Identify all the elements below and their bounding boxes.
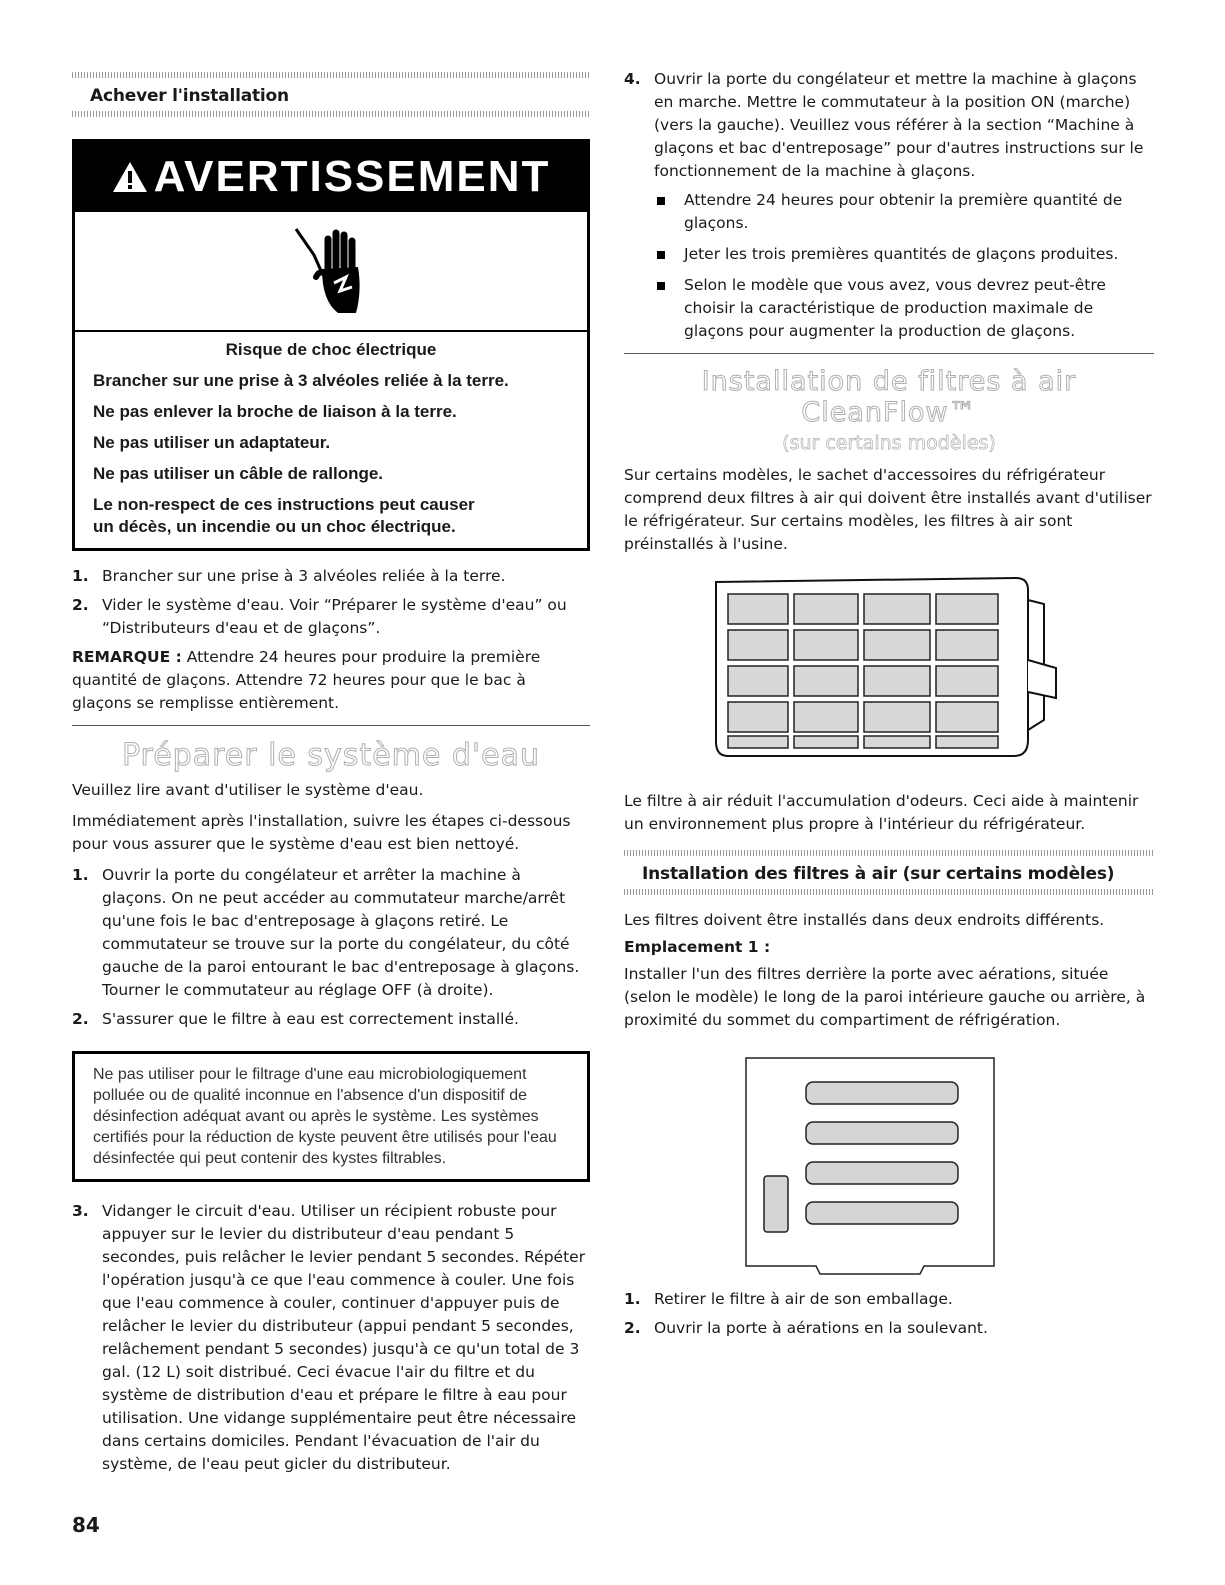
warning-title: AVERTISSEMENT xyxy=(153,152,551,201)
vent-door-illustration xyxy=(624,1046,1154,1276)
steps-b xyxy=(72,864,590,1031)
warning-icon-area xyxy=(75,212,587,332)
right-column xyxy=(624,0,1154,1346)
warning-line: Brancher sur une prise à 3 alvéoles reliée à la terre. xyxy=(93,371,509,390)
remarque xyxy=(72,646,590,715)
warning-line: Ne pas enlever la broche de liaison à la terre. xyxy=(93,402,457,421)
warning-hazard: Risque de choc électrique xyxy=(225,340,437,359)
warning-triangle-icon xyxy=(112,154,148,204)
section-rule-bottom xyxy=(624,889,1154,895)
note-box: Ne pas utiliser pour le filtrage d'une eau microbiologiquement polluée ou de qualité inconnue en l'absence d'un dispositif de désinfection adéquat avant ou après le système. Les systèmes certifiés pour la réduction de kyste peuvent être utilisés pour l'eau désinfectée qui peut contenir des kystes filtrables. xyxy=(72,1051,590,1182)
step-4 xyxy=(624,68,1154,343)
warning-line: Ne pas utiliser un adaptateur. xyxy=(93,433,331,452)
bullet-list xyxy=(654,189,1154,343)
warning-line: Ne pas utiliser un câble de rallonge. xyxy=(93,464,384,483)
water-intro: Veuillez lire avant d'utiliser le système d'eau. Immédiatement après l'installation, suivre les étapes ci-dessous pour vous assurer que le système d'eau est bien nettoyé. xyxy=(72,781,571,853)
cleanflow-subheading: (sur certains modèles) xyxy=(782,432,996,454)
warning-consequence-2: un décès, un incendie ou un choc électrique. xyxy=(93,517,456,536)
filter-description: Le filtre à air réduit l'accumulation d'odeurs. Ceci aide à maintenir un environnement plus propre à l'intérieur du réfrigérateur. xyxy=(624,792,1139,833)
bullet-item: Jeter les trois premières quantités de glaçons produites. xyxy=(654,243,1154,266)
install-intro: Les filtres doivent être installés dans deux endroits différents. xyxy=(624,911,1105,929)
steps-a xyxy=(72,565,590,640)
list-item: 2. Vider le système d'eau. Voir “Préparer le système d'eau” ou “Distributeurs d'eau et de glaçons”. xyxy=(72,596,567,637)
steps-c xyxy=(624,1288,1154,1340)
air-filter-illustration xyxy=(624,570,1154,770)
warning-box xyxy=(72,139,590,551)
step-3 xyxy=(72,1200,590,1476)
section-title: Achever l'installation xyxy=(90,86,289,106)
location-text: Installer l'un des filtres derrière la porte avec aérations, située (selon le modèle) le long de la paroi intérieure gauche ou arrière, à proximité du sommet du compartiment de réfrigération. xyxy=(624,965,1146,1029)
bullet-item: Attendre 24 heures pour obtenir la première quantité de glaçons. xyxy=(654,189,1154,235)
list-item: 1. Brancher sur une prise à 3 alvéoles reliée à la terre. xyxy=(72,567,506,585)
water-heading: Préparer le système d'eau xyxy=(121,738,541,773)
list-item: 1. Retirer le filtre à air de son emballage. xyxy=(624,1290,953,1308)
warning-body xyxy=(75,332,587,548)
list-item: 4. Ouvrir la porte du congélateur et mettre la machine à glaçons en marche. Mettre le commutateur à la position ON (marche) (vers la gauche). Veuillez vous référer à la section “Machine à glaçons et bac d'entreposage” pour d'autres instructions sur le fonctionnement de la machine à glaçons. Attendre 24 heures pour obtenir la première quantité de glaçons. Jeter les trois premières quantités de glaçons produites. Selon le modèle que vous avez, vous devrez peut-être choisir la caractéristique de production maximale de glaçons pour augmenter la production de glaçons. xyxy=(624,68,1154,343)
list-item: 2. Ouvrir la porte à aérations en la soulevant. xyxy=(624,1319,988,1337)
cleanflow-intro: Sur certains modèles, le sachet d'accessoires du réfrigérateur comprend deux filtres à air qui doivent être installés avant d'utiliser le réfrigérateur. Sur certains modèles, les filtres à air sont préinstallés à l'usine. xyxy=(624,466,1152,553)
list-item: 1. Ouvrir la porte du congélateur et arrêter la machine à glaçons. On ne peut accéder au commutateur marche/arrêt qu'une fois le bac d'entreposage à glaçons retiré. Le commutateur se trouve sur la porte du congélateur, du côté gauche de la paroi entourant le bac d'entreposage à glaçons. Tourner le commutateur au réglage OFF (à droite). xyxy=(72,866,580,999)
warning-consequence-1: Le non-respect de ces instructions peut causer xyxy=(93,495,475,514)
remarque-label: REMARQUE : xyxy=(72,648,182,666)
remarque-text: Attendre 24 heures pour produire la première quantité de glaçons. Attendre 72 heures pour que le bac à glaçons se remplisse entièrement. xyxy=(72,648,541,712)
list-item: 3. Vidanger le circuit d'eau. Utiliser un récipient robuste pour appuyer sur le levier du distributeur d'eau pendant 5 secondes, puis relâcher le levier pendant 5 secondes. Répéter l'opération jusqu'à ce que l'eau commence à couler. Une fois que l'eau commence à couler, continuer d'appuyer puis de relâcher le levier du distributeur (appui pendant 5 secondes, relâchement pendant 5 secondes) jusqu'à ce qu'un total de 3 gal. (12 L) soit distribué. Ceci évacue l'air du filtre et du système de distribution d'eau et prépare le filtre à eau pour utilisation. Une vidange supplémentaire peut être nécessaire dans certains domiciles. Pendant l'évacuation de l'air du système, de l'eau peut gicler du distributeur. xyxy=(72,1202,586,1473)
warning-title-bar xyxy=(75,142,587,212)
install-title: Installation des filtres à air (sur certains modèles) xyxy=(642,864,1115,884)
left-column xyxy=(72,0,590,1482)
bullet-item: Selon le modèle que vous avez, vous devrez peut-être choisir la caractéristique de production maximale de glaçons pour augmenter la production de glaçons. xyxy=(654,274,1154,343)
divider xyxy=(624,353,1154,354)
cleanflow-heading: Installation de filtres à air CleanFlow™ xyxy=(701,366,1077,428)
divider xyxy=(72,725,590,726)
list-item: 2. S'assurer que le filtre à eau est correctement installé. xyxy=(72,1010,519,1028)
location-label: Emplacement 1 : xyxy=(624,938,771,956)
electric-shock-hand-icon xyxy=(286,221,376,321)
page-number: 84 xyxy=(72,1513,100,1537)
